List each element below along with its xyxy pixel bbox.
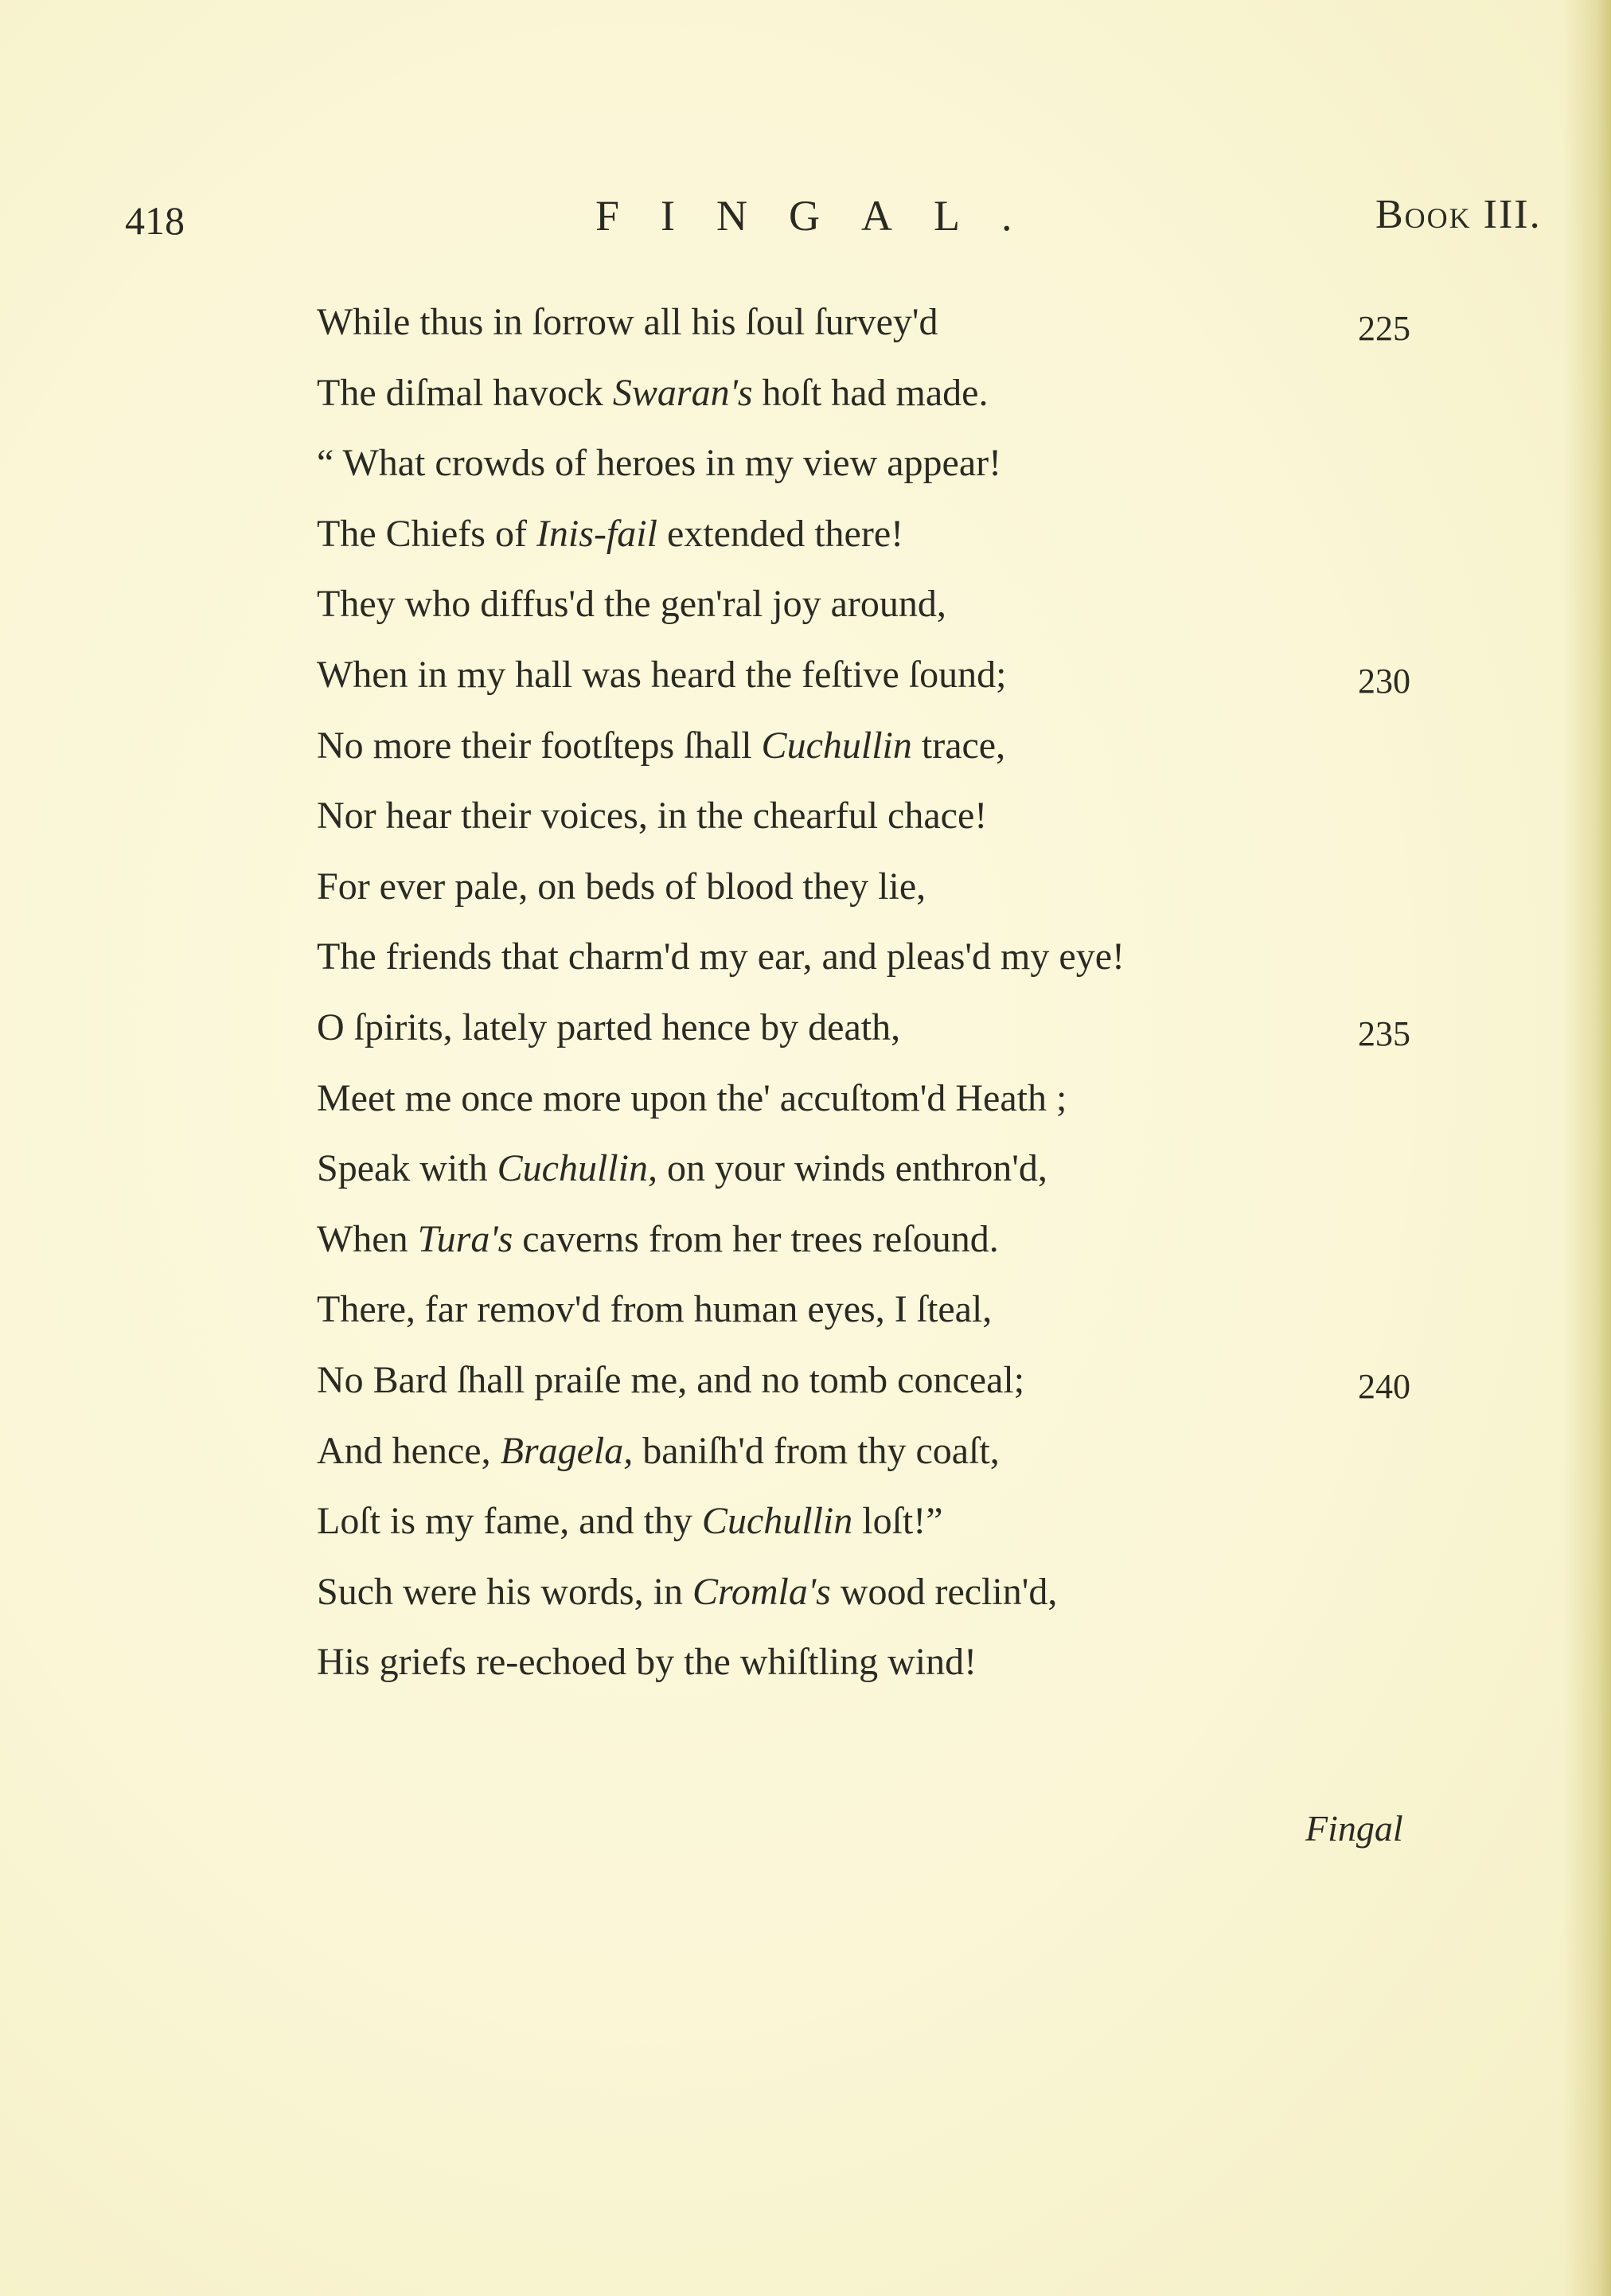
verse-text: on your winds enthron'd, — [657, 1147, 1047, 1190]
verse-line-text — [317, 1353, 1024, 1408]
verse-line — [317, 576, 1447, 647]
verse-proper-name: Cuchullin — [701, 1500, 853, 1543]
verse-proper-name: Cuchullin, — [497, 1147, 657, 1190]
page-number: 418 — [125, 198, 185, 243]
verse-text: Loſt is my fame, and thy — [317, 1500, 702, 1543]
verse-line — [317, 859, 1447, 930]
verse-line-text — [317, 1423, 1000, 1479]
verse-line — [317, 647, 1447, 718]
verse-line-text — [317, 1564, 1057, 1620]
verse-line-text — [317, 506, 903, 562]
verse-text: Meet me once more upon the' accuſtom'd Heath ; — [317, 1076, 1067, 1119]
page-edge-shadow — [1563, 0, 1611, 2296]
verse-line-text — [317, 647, 1006, 703]
book-label: Book III. — [1375, 192, 1542, 237]
verse-proper-name: Tura's — [417, 1217, 513, 1260]
verse-line-text — [317, 365, 988, 421]
verse-line — [317, 1000, 1447, 1071]
verse-text: While thus in ſorrow all his ſoul ſurvey'd — [317, 301, 938, 343]
verse-line — [317, 1282, 1447, 1353]
verse-text: No more their footſteps ſhall — [317, 724, 762, 767]
verse-text: wood reclin'd, — [830, 1570, 1058, 1613]
verse-text: Speak with — [317, 1147, 497, 1190]
running-title: FINGAL. — [595, 192, 1054, 240]
verse-line-text — [317, 435, 1001, 491]
verse-text: baniſh'd from thy coaſt, — [633, 1429, 1000, 1472]
verse-text: extended there! — [657, 512, 904, 555]
verse-text: trace, — [911, 724, 1006, 767]
poem-text — [317, 295, 1447, 1705]
verse-text: The diſmal havock — [317, 371, 613, 414]
verse-line-text — [317, 788, 987, 844]
verse-line — [317, 435, 1447, 506]
verse-line — [317, 365, 1447, 436]
verse-proper-name: Cromla's — [692, 1570, 831, 1613]
verse-text: There, far remov'd from human eyes, I ſteal, — [317, 1288, 993, 1331]
verse-line-text — [317, 1282, 992, 1337]
verse-text: hoſt had made. — [752, 371, 989, 414]
verse-line — [317, 718, 1447, 789]
verse-line-text — [317, 1212, 999, 1267]
verse-line-text — [317, 929, 1125, 985]
line-number: 235 — [1358, 1013, 1410, 1053]
verse-proper-name: Inis-fail — [536, 512, 657, 555]
line-number: 240 — [1358, 1366, 1410, 1406]
verse-proper-name: Swaran's — [612, 371, 753, 414]
verse-text: When — [317, 1217, 418, 1260]
verse-proper-name: Cuchullin — [761, 724, 912, 767]
verse-line — [317, 1494, 1447, 1564]
verse-line-text — [317, 718, 1005, 774]
verse-line-text — [317, 1494, 943, 1549]
verse-text: When in my hall was heard the feſtive ſound; — [317, 653, 1007, 696]
catchword: Fingal — [1305, 1808, 1403, 1849]
verse-text: No Bard ſhall praiſe me, and no tomb conceal; — [317, 1358, 1025, 1401]
verse-line-text — [317, 576, 946, 632]
verse-text: For ever pale, on beds of blood they lie, — [317, 865, 926, 908]
verse-text: And hence, — [317, 1429, 501, 1472]
verse-text: Such were his words, in — [317, 1570, 692, 1613]
verse-text: The friends that charm'd my ear, and pleas'd my eye! — [317, 935, 1125, 978]
verse-text: They who diffus'd the gen'ral joy around, — [317, 583, 946, 626]
verse-text: The Chiefs of — [317, 512, 536, 555]
verse-line — [317, 788, 1447, 859]
verse-line — [317, 1634, 1447, 1705]
line-number: 225 — [1358, 309, 1410, 348]
verse-line-text — [317, 1000, 900, 1056]
verse-line — [317, 1423, 1447, 1494]
verse-proper-name: Bragela, — [500, 1429, 634, 1472]
verse-line-text — [317, 1141, 1047, 1197]
running-head — [0, 191, 1611, 255]
verse-line-text — [317, 1071, 1067, 1127]
verse-line — [317, 929, 1447, 1000]
verse-line — [317, 1353, 1447, 1423]
line-number: 230 — [1358, 661, 1410, 701]
verse-text: Nor hear their voices, in the chearful chace! — [317, 795, 988, 838]
verse-line — [317, 1212, 1447, 1283]
verse-text: loſt!” — [852, 1500, 943, 1543]
verse-text: “ What crowds of heroes in my view appear! — [317, 442, 1002, 485]
verse-line-text — [317, 295, 938, 350]
verse-line — [317, 295, 1447, 365]
verse-line-text — [317, 859, 926, 915]
verse-line — [317, 506, 1447, 577]
verse-text: caverns from her trees reſound. — [513, 1217, 999, 1260]
verse-line-text — [317, 1634, 977, 1690]
verse-line — [317, 1141, 1447, 1212]
verse-text: His griefs re-echoed by the whiſtling wind! — [317, 1641, 977, 1684]
verse-text: O ſpirits, lately parted hence by death, — [317, 1005, 901, 1048]
verse-line — [317, 1564, 1447, 1635]
verse-line — [317, 1071, 1447, 1142]
